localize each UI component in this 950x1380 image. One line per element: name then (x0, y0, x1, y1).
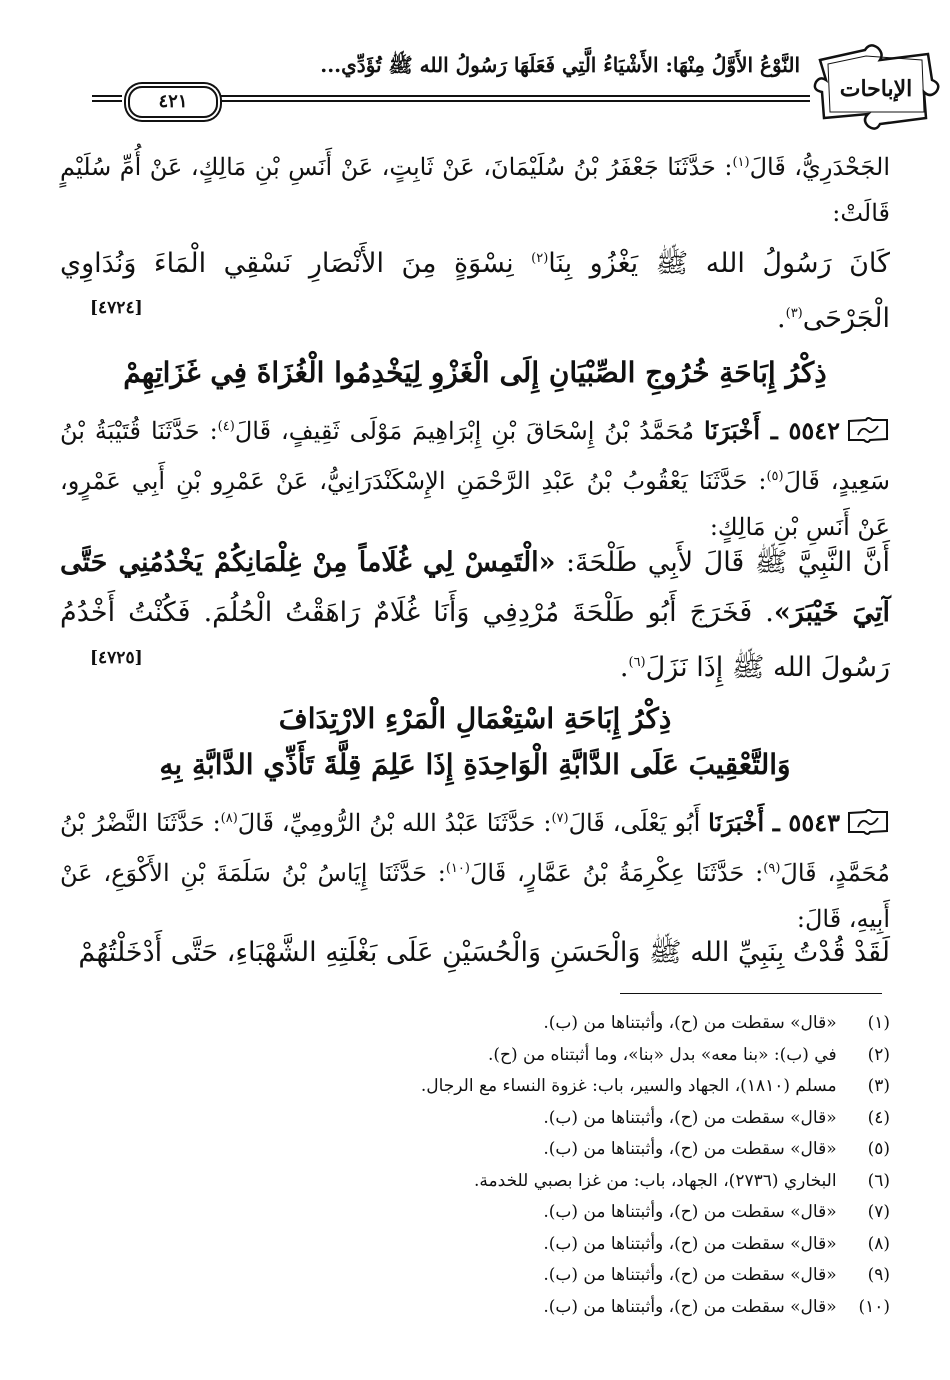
running-header-title: النَّوْعُ الأَوَّلُ مِنْهَا: الأَشْيَاءُ الَّتِي فَعَلَهَا رَسُولُ الله ﷺ تُؤَدِّي... (320, 53, 800, 77)
footnote-text: «قال» سقطت من (ح)، وأثبتناها من (ب). (543, 1107, 842, 1128)
footnote-text: «قال» سقطت من (ح)، وأثبتناها من (ب). (543, 1139, 842, 1159)
chapter-heading-line-1: ذِكْرُ إِبَاحَةِ اسْتِعْمَالِ الْمَرْءِ الارْتِدَافَ (278, 702, 672, 735)
footnote-item (60, 1071, 890, 1102)
footnote-text: «قال» سقطت من (ح)، وأثبتناها من (ب). (543, 1202, 842, 1222)
footnote-item (60, 1229, 890, 1260)
isnad-paragraph: ٥٥٤٣ ـ أَخْبَرَنَا أَبُو يَعْلَى، قَالَ$^{(٧)}$: حَدَّثَنَا عَبْدُ الله بْنُ الرُّومِيِّ، قَالَ$^{(٨)}$: حَدَّثَنَا النَّضْرُ بْنُ مُحَمَّدٍ، قَالَ$^{(٩)}$: حَدَّثَنَا عِكْرِمَةُ بْنُ عَمَّارٍ، قَالَ$^{(١٠)}$: حَدَّثَنَا إِيَاسُ بْنُ سَلَمَةَ بْنِ الأَكْوَعِ، عَنْ أَبِيهِ، قَالَ: (60, 808, 891, 933)
puzzle-logo-icon (810, 40, 940, 130)
chapter-heading: ذِكْرُ إِبَاحَةِ خُرُوجِ الصِّبْيَانِ إِلَى الْغَزْوِ لِيَخْدِمُوا الْغُزَاةَ فِي غَزَاتِهِمْ (123, 356, 827, 389)
matn-paragraph: كَانَ رَسُولُ الله ﷺ يَغْزُو بِنَا$^{(٢)}$ نِسْوَةٍ مِنَ الأَنْصَارِ نَسْقِي الْمَاءَ وَنُدَاوِي الْجَرْحَى$^{(٣)}$. (60, 248, 890, 334)
footnote-number: (٢) (867, 1044, 890, 1065)
footnote-item (60, 1008, 890, 1039)
footnote-text: في (ب): «بنا معه» بدل «بنا»، وما أثبتناه من (ح). (487, 1044, 842, 1065)
header-rule (92, 100, 122, 102)
header-rule (220, 100, 810, 102)
footnote-text: «قال» سقطت من (ح)، وأثبتناها من (ب). (543, 1265, 842, 1285)
footnote-number: (٧) (867, 1202, 890, 1222)
header-rule (220, 95, 810, 97)
hadith-marker-icon (846, 417, 890, 443)
hadith-reference-number: [٤٧٢٤] (90, 298, 143, 318)
footnote-number: (٩) (867, 1265, 890, 1285)
footnote-item (60, 1197, 890, 1228)
footnote-number: (٥) (867, 1139, 890, 1159)
footnote-number: (٦) (867, 1170, 890, 1191)
footnote-number: (٣) (867, 1076, 890, 1096)
page-number: ٤٢١ (128, 86, 218, 118)
footnote-item (60, 1134, 890, 1165)
hadith-reference-number: [٤٧٢٥] (90, 648, 143, 668)
footnote-text: البخاري (٢٧٣٦)، الجهاد، باب: من غزا بصبي للخدمة. (474, 1170, 842, 1191)
isnad-paragraph: ٥٥٤٢ ـ أَخْبَرَنَا مُحَمَّدُ بْنُ إِسْحَاقَ بْنِ إِبْرَاهِيمَ مَوْلَى ثَقِيفٍ، قَالَ$^{(٤)}$: حَدَّثَنَا قُتَيْبَةُ بْنُ سَعِيدٍ، قَالَ$^{(٥)}$: حَدَّثَنَا يَعْقُوبُ بْنُ عَبْدِ الرَّحْمَنِ الإِسْكَنْدَرَانِيُّ، عَنْ عَمْرِو بْنِ أَبِي عَمْرٍو، عَنْ أَنَسِ بْنِ مَالِكٍ: (60, 416, 891, 541)
hadith-marker-icon (846, 809, 890, 835)
footnote-text: «قال» سقطت من (ح)، وأثبتناها من (ب). (543, 1233, 842, 1254)
footnote-text: «قال» سقطت من (ح)، وأثبتناها من (ب). (543, 1013, 842, 1033)
footnote-text: مسلم (١٨١٠)، الجهاد والسير، باب: غزوة النساء مع الرجال. (420, 1076, 842, 1096)
isnad-paragraph: الجَحْدَرِيُّ، قَالَ$^{(١)}$: حَدَّثَنَا جَعْفَرُ بْنُ سُلَيْمَانَ، عَنْ ثَابِتٍ، عَنْ أَنَسِ بْنِ مَالِكٍ، عَنْ أُمِّ سُلَيْمٍ قَالَتْ: (60, 153, 890, 227)
footnote-number: (٨) (867, 1233, 890, 1254)
footnote-item (60, 1103, 890, 1134)
footnote-number: (٤) (867, 1107, 890, 1128)
footnote-separator (620, 993, 882, 994)
footnote-item (60, 1260, 890, 1291)
matn-paragraph: أَنَّ النَّبِيَّ ﷺ قَالَ لأَبِي طَلْحَةَ: «الْتَمِسْ لِي غُلَاماً مِنْ غِلْمَانِكُمْ يَخْدُمُنِي حَتَّى آتِيَ خَيْبَرَ». فَخَرَجَ أَبُو طَلْحَةَ مُرْدِفِي وَأَنَا غُلَامٌ رَاهَقْتُ الْحُلُمَ. فَكُنْتُ أَخْدُمُ رَسُولَ الله ﷺ إِذَا نَزَلَ$^{(٦)}$. (60, 547, 890, 683)
header-rule (92, 95, 122, 97)
svg-text:الإباحات: الإباحات (839, 76, 913, 102)
matn-paragraph: لَقَدْ قُدْتُ بِنَبِيِّ الله ﷺ وَالْحَسَنِ وَالْحُسَيْنِ عَلَى بَغْلَتِهِ الشَّهْبَاءِ، حَتَّى أَدْخَلْتُهُمْ (78, 937, 890, 968)
footnote-number: (١) (867, 1013, 890, 1033)
footnote-item (60, 1166, 890, 1197)
footnote-number: (١٠) (858, 1296, 890, 1317)
footnote-text: «قال» سقطت من (ح)، وأثبتناها من (ب). (543, 1296, 842, 1317)
footnote-item (60, 1040, 890, 1071)
chapter-heading-line-2: وَالتَّعْقِيبَ عَلَى الدَّابَّةِ الْوَاحِدَةِ إِذَا عَلِمَ قِلَّةَ تَأَذِّي الدَّابَّةِ بِهِ (159, 748, 791, 781)
footnote-item (60, 1292, 890, 1323)
